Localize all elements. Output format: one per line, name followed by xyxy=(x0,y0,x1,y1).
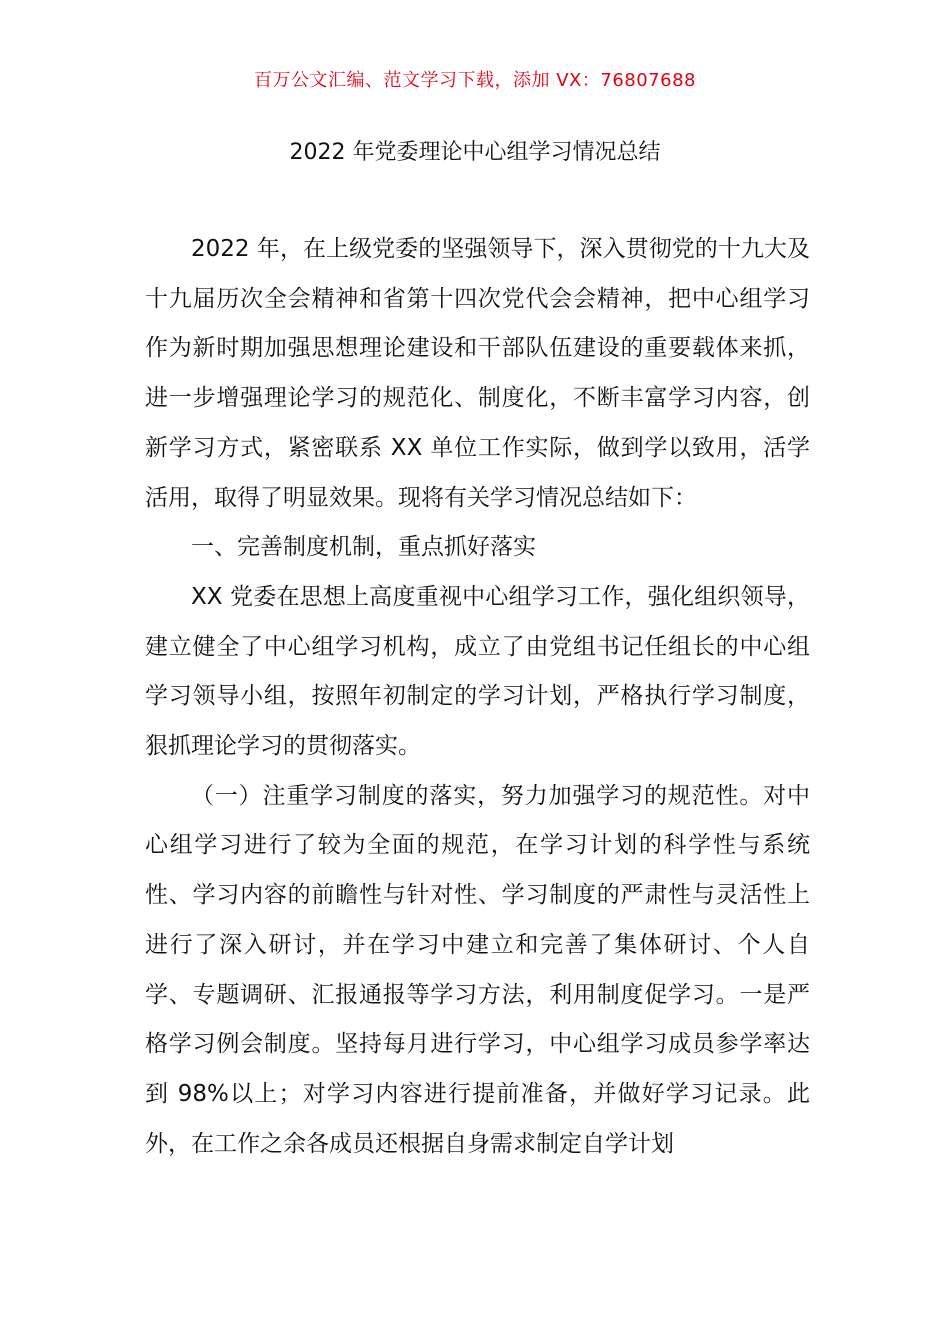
paragraph-subsection-1: （一）注重学习制度的落实，努力加强学习的规范性。对中心组学习进行了较为全面的规范，在学习计划的科学性与系统性、学习内容的前瞻性与针对性、学习制度的严肃性与灵活性上进行了深入研讨，并在学习中建立和完善了集体研讨、个人自学、专题调研、汇报通报等学习方法，利用制度促学习。一是严格学习例会制度。坚持每月进行学习，中心组学习成员参学率达到 98%以上；对学习内容进行提前准备，并做好学习记录。此外，在工作之余各成员还根据自身需求制定自学计划 xyxy=(145,782,810,1157)
paragraph-section-1: XX 党委在思想上高度重视中心组学习工作，强化组织领导，建立健全了中心组学习机构，成立了由党组书记任组长的中心组学习领导小组，按照年初制定的学习计划，严格执行学习制度，狠抓理论学习的贯彻落实。 xyxy=(145,583,810,760)
paragraph-intro: 2022 年，在上级党委的坚强领导下，深入贯彻党的十九大及十九届历次全会精神和省第十四次党代会会精神，把中心组学习作为新时期加强思想理论建设和干部队伍建设的重要载体来抓，进一步增强理论学习的规范化、制度化，不断丰富学习内容，创新学习方式，紧密联系 XX 单位工作实际，做到学以致用，活学活用，取得了明显效果。现将有关学习情况总结如下： xyxy=(145,236,810,511)
section-heading-1: 一、完善制度机制，重点抓好落实 xyxy=(191,534,536,561)
document-title: 2022 年党委理论中心组学习情况总结 xyxy=(289,140,661,165)
header-note: 百万公文汇编、范文学习下载，添加 VX：76807688 xyxy=(254,70,696,91)
document-body xyxy=(145,225,810,1169)
